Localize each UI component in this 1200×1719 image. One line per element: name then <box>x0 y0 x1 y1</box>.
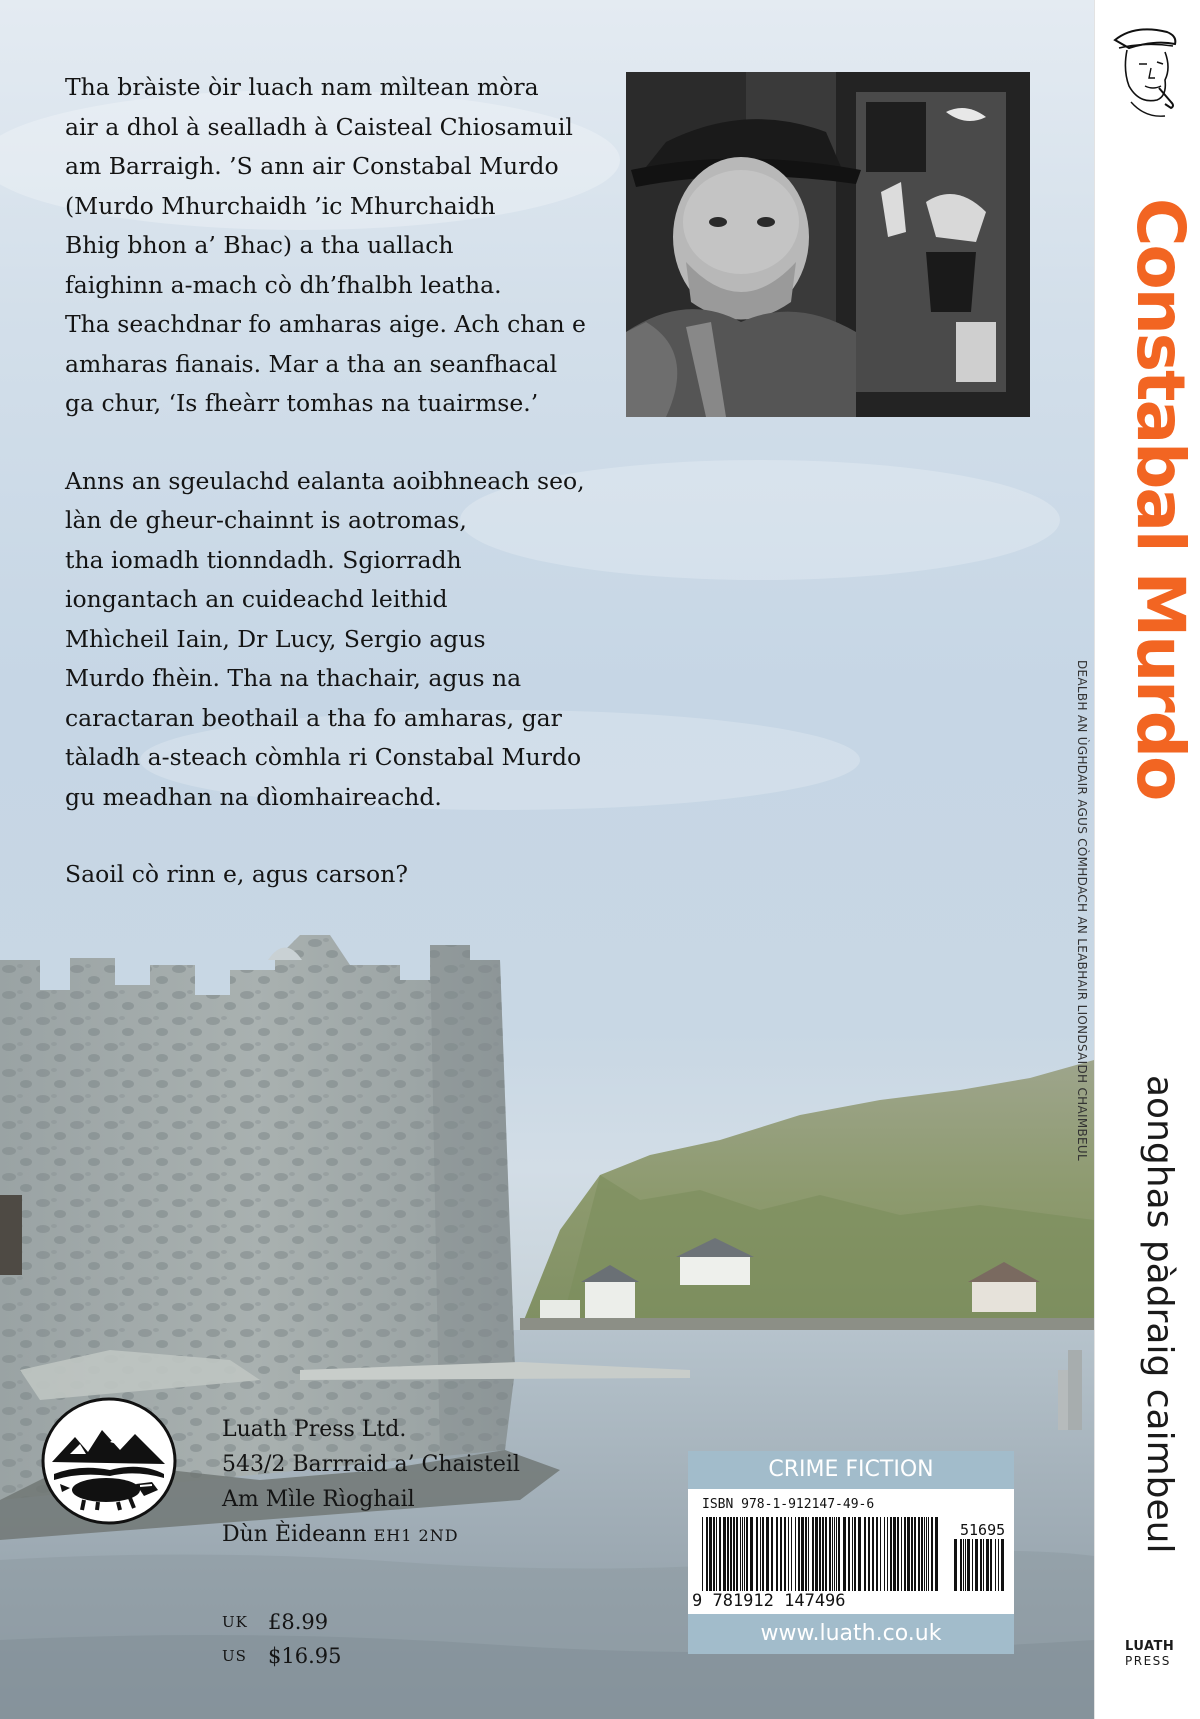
barcode-bar <box>986 1539 989 1591</box>
publisher-address-line: 543/2 Barrraid a’ Chaisteil <box>222 1452 520 1477</box>
price-row-uk <box>222 1605 341 1639</box>
barcode-bar <box>742 1517 743 1591</box>
barcode-bar <box>954 1539 957 1591</box>
barcode-bar <box>760 1517 761 1591</box>
website-link[interactable]: www.luath.co.uk <box>688 1614 1014 1654</box>
barcode-bar <box>931 1517 933 1591</box>
barcode-bar <box>868 1517 870 1591</box>
barcode-bar <box>709 1517 712 1591</box>
price-row-us <box>222 1639 341 1673</box>
blurb-line: tha iomadh tionndadh. Sgiorradh <box>65 545 462 574</box>
blurb-line: Tha bràiste òir luach nam mìltean mòra <box>65 73 539 101</box>
blurb-line: gu meadhan na dìomhaireachd. <box>65 782 442 811</box>
barcode-bar <box>822 1517 824 1591</box>
barcode-bar <box>960 1539 962 1591</box>
barcode-bar <box>766 1517 769 1591</box>
barcode-bar <box>727 1517 729 1591</box>
barcode-panel <box>688 1451 1014 1654</box>
blurb-line: am Barraigh. ’S ann air Constabal Murdo <box>65 152 559 180</box>
barcode-bar <box>998 1539 999 1591</box>
barcode-bar <box>838 1517 840 1591</box>
publisher-address-line <box>222 1517 520 1553</box>
blurb-line: iongantach an cuideachd leithid <box>65 585 448 613</box>
blurb-text <box>65 68 595 895</box>
barcode-bar <box>890 1517 892 1591</box>
barcode-bar <box>983 1539 984 1591</box>
barcode-bar <box>901 1517 902 1591</box>
barcode-bar <box>832 1517 833 1591</box>
barcode-bar <box>795 1517 796 1591</box>
barcode-bar <box>972 1539 973 1591</box>
barcode-bar <box>736 1517 738 1591</box>
blurb-paragraph-3 <box>65 855 595 895</box>
barcode-digits: 9 781912 147496 <box>692 1591 846 1611</box>
barcode-bar <box>829 1517 831 1591</box>
spine-publisher-line-2: PRESS <box>1125 1654 1171 1668</box>
barcode-bar <box>733 1517 735 1591</box>
barcode-bar <box>907 1517 910 1591</box>
blurb-line: faighinn a-mach cò dh’fhalbh leatha. <box>65 270 502 299</box>
barcode-bar <box>730 1517 732 1591</box>
publisher-city: Dùn Èideann <box>222 1522 367 1547</box>
barcode-bar <box>825 1517 827 1591</box>
barcode-bar <box>791 1517 792 1591</box>
blurb-line: amharas fianais. Mar a tha an seanfhacal <box>65 349 558 378</box>
barcode-bar <box>819 1517 821 1591</box>
author-sketch-icon <box>1105 20 1185 126</box>
barcode-bar <box>812 1517 814 1591</box>
barcode-bar <box>880 1517 881 1591</box>
price-list <box>222 1605 341 1673</box>
barcode-bar <box>924 1517 925 1591</box>
blurb-line: (Murdo Mhurchaidh ’ic Mhurchaidh <box>65 191 496 220</box>
barcode-bar <box>884 1517 885 1591</box>
barcode-bar <box>719 1517 721 1591</box>
price-code: 51695 <box>960 1521 1006 1539</box>
publisher-address-line: Am Mìle Rìoghail <box>222 1487 415 1512</box>
barcode-bar <box>815 1517 818 1591</box>
blurb-line: Murdo fhèin. Tha na thachair, agus na <box>65 664 522 692</box>
barcode-bar <box>980 1539 982 1591</box>
barcode-bar <box>990 1539 992 1591</box>
barcode-bar <box>887 1517 888 1591</box>
barcode-bar <box>776 1517 778 1591</box>
luath-press-badger-logo-icon <box>40 1392 178 1530</box>
blurb-line: Saoil cò rinn e, agus carson? <box>65 860 408 888</box>
barcode-bar <box>852 1517 853 1591</box>
barcode-bar <box>848 1517 850 1591</box>
barcode-bar <box>843 1517 846 1591</box>
blurb-paragraph-1 <box>65 68 595 424</box>
blurb-line: caractaran beothail a tha fo amharas, gar <box>65 703 562 732</box>
author-photo <box>626 72 1030 417</box>
publisher-postcode: EH1 2ND <box>373 1526 459 1545</box>
blurb-line: tàladh a-steach còmhla ri Constabal Murdo <box>65 743 582 771</box>
barcode-bars <box>702 1517 938 1591</box>
genre-label: CRIME FICTION <box>688 1451 1014 1489</box>
barcode-bar <box>854 1517 856 1591</box>
barcode-bar <box>746 1517 748 1591</box>
barcode-bar <box>935 1517 938 1591</box>
barcode-bar <box>904 1517 906 1591</box>
barcode-bar <box>893 1517 896 1591</box>
isbn-text: ISBN 978-1-912147-49-6 <box>702 1497 875 1512</box>
spine-credit: DEALBH AN ÙGHDAIR AGUS CÒMHDACH AN LEABHAIR LIONDSAIDH CHAIMBEUL <box>1075 660 1089 1161</box>
spine-publisher-line-1: LUATH <box>1125 1639 1175 1654</box>
barcode-bar <box>975 1539 978 1591</box>
blurb-line: Bhig bhon a’ Bhac) a tha uallach <box>65 231 454 259</box>
publisher-address <box>222 1412 520 1553</box>
barcode-bar <box>784 1517 786 1591</box>
barcode-bar <box>808 1517 809 1591</box>
isbn-barcode <box>702 1517 942 1591</box>
barcode-bar <box>744 1517 745 1591</box>
blurb-line: làn de gheur-chainnt is aotromas, <box>65 506 467 534</box>
blurb-line: Tha seachdnar fo amharas aige. Ach chan e <box>65 310 586 338</box>
barcode-bar <box>713 1517 715 1591</box>
barcode-bar <box>740 1517 741 1591</box>
barcode-bar <box>706 1517 708 1591</box>
blurb-line: ga chur, ‘Is fheàrr tomhas na tuairmse.’ <box>65 389 539 417</box>
barcode-bar <box>876 1517 878 1591</box>
barcode-bar <box>872 1517 874 1591</box>
spine-title: Constabal Murdo <box>1122 198 1199 800</box>
barcode-bar <box>805 1517 807 1591</box>
blurb-line: air a dhol à sealladh à Caisteal Chiosamuil <box>65 112 573 141</box>
barcode-bar <box>788 1517 789 1591</box>
barcode-bar <box>911 1517 913 1591</box>
barcode-bar <box>834 1517 835 1591</box>
barcode-bar <box>750 1517 753 1591</box>
barcode-bar <box>801 1517 804 1591</box>
blurb-line: Anns an sgeulachd ealanta aoibhneach seo, <box>65 466 585 495</box>
price-value-us: $16.95 <box>268 1644 342 1668</box>
barcode-bar <box>780 1517 782 1591</box>
price-label-uk: UK <box>222 1613 248 1631</box>
barcode-bar <box>756 1517 758 1591</box>
barcode-bar <box>1001 1539 1004 1591</box>
barcode-bar <box>836 1517 837 1591</box>
barcode-bar <box>918 1517 920 1591</box>
price-label-us: US <box>222 1647 247 1665</box>
barcode-bar <box>921 1517 923 1591</box>
price-value-uk: £8.99 <box>268 1610 329 1634</box>
barcode-bar <box>995 1539 996 1591</box>
barcode-bar <box>897 1517 899 1591</box>
barcode-bar <box>967 1539 970 1591</box>
barcode-bar <box>965 1539 966 1591</box>
barcode-bar <box>798 1517 800 1591</box>
publisher-name: Luath Press Ltd. <box>222 1417 407 1442</box>
barcode-bar <box>762 1517 764 1591</box>
barcode-bar <box>926 1517 927 1591</box>
price-addon-barcode <box>954 1539 1006 1591</box>
blurb-line: Mhìcheil Iain, Dr Lucy, Sergio agus <box>65 624 486 653</box>
barcode-bar <box>702 1517 703 1591</box>
author-portrait-image <box>626 72 1030 417</box>
spine-author: aonghas pàdraig caimbeul <box>1139 1075 1180 1554</box>
barcode-bar <box>864 1517 866 1591</box>
barcode-bar <box>928 1517 929 1591</box>
barcode-bar <box>771 1517 773 1591</box>
barcode-bar <box>716 1517 717 1591</box>
barcode-bar <box>914 1517 916 1591</box>
barcode-bar <box>963 1539 964 1591</box>
barcode-bar <box>723 1517 726 1591</box>
blurb-paragraph-2 <box>65 462 595 818</box>
barcode-bar <box>858 1517 861 1591</box>
spine-publisher-logo <box>1125 1639 1195 1669</box>
